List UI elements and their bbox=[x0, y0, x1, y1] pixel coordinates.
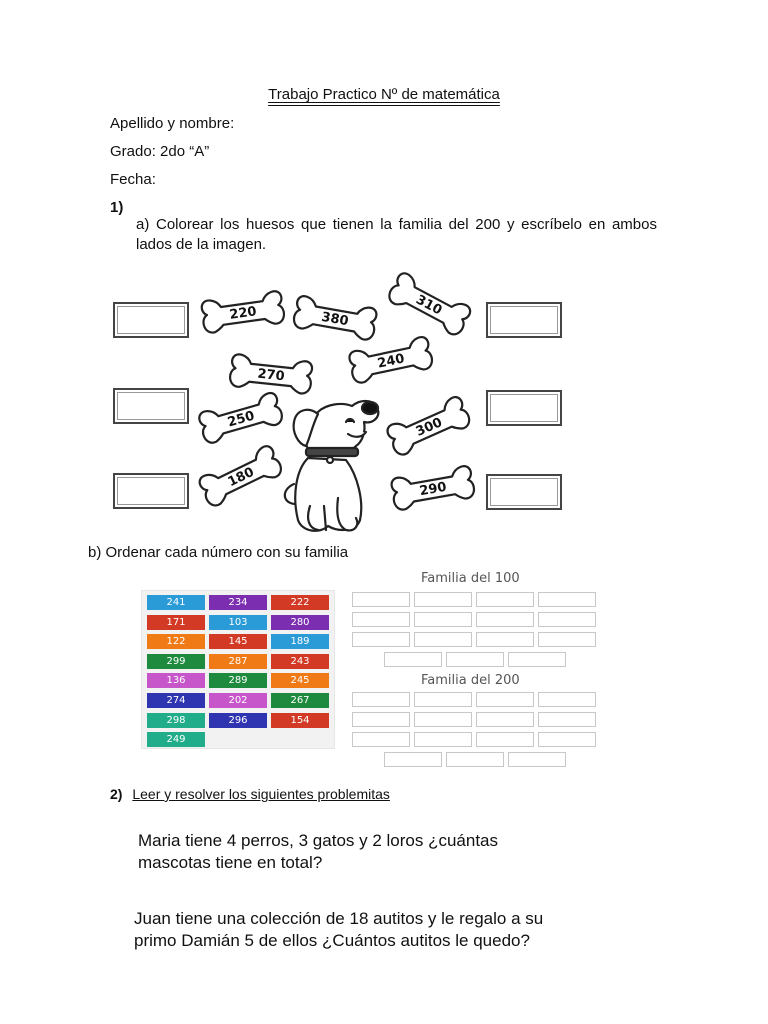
answer-box-right-1[interactable] bbox=[486, 302, 562, 338]
dog-illustration bbox=[272, 386, 384, 536]
number-tile[interactable]: 103 bbox=[209, 615, 267, 630]
answer-box-left-2[interactable] bbox=[113, 388, 189, 424]
number-tile[interactable]: 145 bbox=[209, 634, 267, 649]
name-label: Apellido y nombre: bbox=[110, 115, 235, 132]
family-100-slot[interactable] bbox=[414, 592, 472, 607]
family-100-slot[interactable] bbox=[414, 632, 472, 647]
family-200-slot[interactable] bbox=[446, 752, 504, 767]
family-100-board bbox=[350, 590, 600, 668]
number-tile[interactable]: 245 bbox=[271, 673, 329, 688]
family-200-slot[interactable] bbox=[476, 712, 534, 727]
number-tile[interactable]: 154 bbox=[271, 713, 329, 728]
family-100-slot[interactable] bbox=[352, 612, 410, 627]
family-200-slot[interactable] bbox=[414, 732, 472, 747]
question-2-number: 2) bbox=[110, 786, 123, 802]
family-200-slot[interactable] bbox=[538, 712, 596, 727]
number-tile[interactable]: 243 bbox=[271, 654, 329, 669]
bone-number: 310 bbox=[413, 292, 445, 318]
family-200-slot[interactable] bbox=[414, 712, 472, 727]
number-tile[interactable]: 249 bbox=[147, 732, 205, 747]
answer-box-left-1[interactable] bbox=[113, 302, 189, 338]
worksheet-title: Trabajo Practico Nº de matemática bbox=[268, 86, 500, 103]
number-tile[interactable]: 267 bbox=[271, 693, 329, 708]
family-100-title: Familia del 100 bbox=[421, 571, 520, 586]
number-tile[interactable]: 122 bbox=[147, 634, 205, 649]
number-tile[interactable]: 171 bbox=[147, 615, 205, 630]
family-200-slot[interactable] bbox=[352, 692, 410, 707]
answer-box-left-3[interactable] bbox=[113, 473, 189, 509]
family-200-slot[interactable] bbox=[476, 692, 534, 707]
question-1-number: 1) bbox=[110, 199, 124, 216]
number-tile[interactable]: 296 bbox=[209, 713, 267, 728]
family-100-slot[interactable] bbox=[508, 652, 566, 667]
family-200-title: Familia del 200 bbox=[421, 673, 520, 688]
bone-number: 220 bbox=[228, 303, 258, 323]
question-1b-text: b) Ordenar cada número con su familia bbox=[88, 544, 349, 561]
problem-2-text: Juan tiene una colección de 18 autitos y le regalo a su primo Damián 5 de ellos ¿Cuántos autitos le quedo? bbox=[134, 909, 544, 950]
number-tile[interactable]: 136 bbox=[147, 673, 205, 688]
dog-icon bbox=[272, 386, 384, 536]
answer-box-right-2[interactable] bbox=[486, 390, 562, 426]
date-label: Fecha: bbox=[110, 171, 156, 188]
family-200-slot[interactable] bbox=[414, 692, 472, 707]
family-100-slot[interactable] bbox=[352, 632, 410, 647]
number-tile[interactable]: 299 bbox=[147, 654, 205, 669]
bone-number: 290 bbox=[418, 479, 448, 499]
family-100-slot[interactable] bbox=[476, 612, 534, 627]
number-tile[interactable]: 222 bbox=[271, 595, 329, 610]
question-2-heading bbox=[110, 786, 390, 802]
family-100-slot[interactable] bbox=[414, 612, 472, 627]
bone-number: 270 bbox=[256, 366, 286, 384]
number-tile[interactable]: 280 bbox=[271, 615, 329, 630]
number-tile[interactable]: 289 bbox=[209, 673, 267, 688]
number-tiles-panel bbox=[141, 590, 335, 749]
family-100-slot[interactable] bbox=[476, 632, 534, 647]
family-200-slot[interactable] bbox=[508, 752, 566, 767]
family-200-slot[interactable] bbox=[352, 712, 410, 727]
family-100-slot[interactable] bbox=[538, 632, 596, 647]
bone-number: 240 bbox=[376, 350, 406, 372]
number-tile[interactable]: 298 bbox=[147, 713, 205, 728]
family-100-slot[interactable] bbox=[538, 592, 596, 607]
family-200-slot[interactable] bbox=[538, 692, 596, 707]
question-1a-text: a) Colorear los huesos que tienen la familia del 200 y escríbelo en ambos lados de la imagen. bbox=[136, 216, 657, 253]
family-100-slot[interactable] bbox=[538, 612, 596, 627]
number-tile[interactable]: 241 bbox=[147, 595, 205, 610]
grade-label: Grado: 2do “A” bbox=[110, 143, 210, 160]
family-100-slot[interactable] bbox=[446, 652, 504, 667]
family-200-board bbox=[350, 690, 600, 768]
answer-box-right-3[interactable] bbox=[486, 474, 562, 510]
family-100-slot[interactable] bbox=[384, 652, 442, 667]
number-tile[interactable]: 202 bbox=[209, 693, 267, 708]
number-tile[interactable]: 234 bbox=[209, 595, 267, 610]
bone-number: 250 bbox=[225, 408, 257, 430]
bone-number: 380 bbox=[320, 309, 350, 329]
bone-number: 180 bbox=[225, 464, 257, 490]
number-tile[interactable]: 287 bbox=[209, 654, 267, 669]
number-tile[interactable]: 189 bbox=[271, 634, 329, 649]
bone[interactable] bbox=[195, 284, 291, 342]
family-100-slot[interactable] bbox=[476, 592, 534, 607]
bone-number: 300 bbox=[413, 414, 445, 440]
bone[interactable] bbox=[287, 289, 384, 350]
family-200-slot[interactable] bbox=[352, 732, 410, 747]
family-100-slot[interactable] bbox=[352, 592, 410, 607]
bone[interactable] bbox=[385, 459, 482, 520]
bone[interactable] bbox=[379, 388, 480, 467]
question-2-text: Leer y resolver los siguientes problemitas bbox=[132, 786, 390, 802]
number-tile[interactable]: 274 bbox=[147, 693, 205, 708]
family-200-slot[interactable] bbox=[538, 732, 596, 747]
problem-1-text: Maria tiene 4 perros, 3 gatos y 2 loros ¿cuántas mascotas tiene en total? bbox=[138, 831, 499, 872]
family-200-slot[interactable] bbox=[476, 732, 534, 747]
family-200-slot[interactable] bbox=[384, 752, 442, 767]
